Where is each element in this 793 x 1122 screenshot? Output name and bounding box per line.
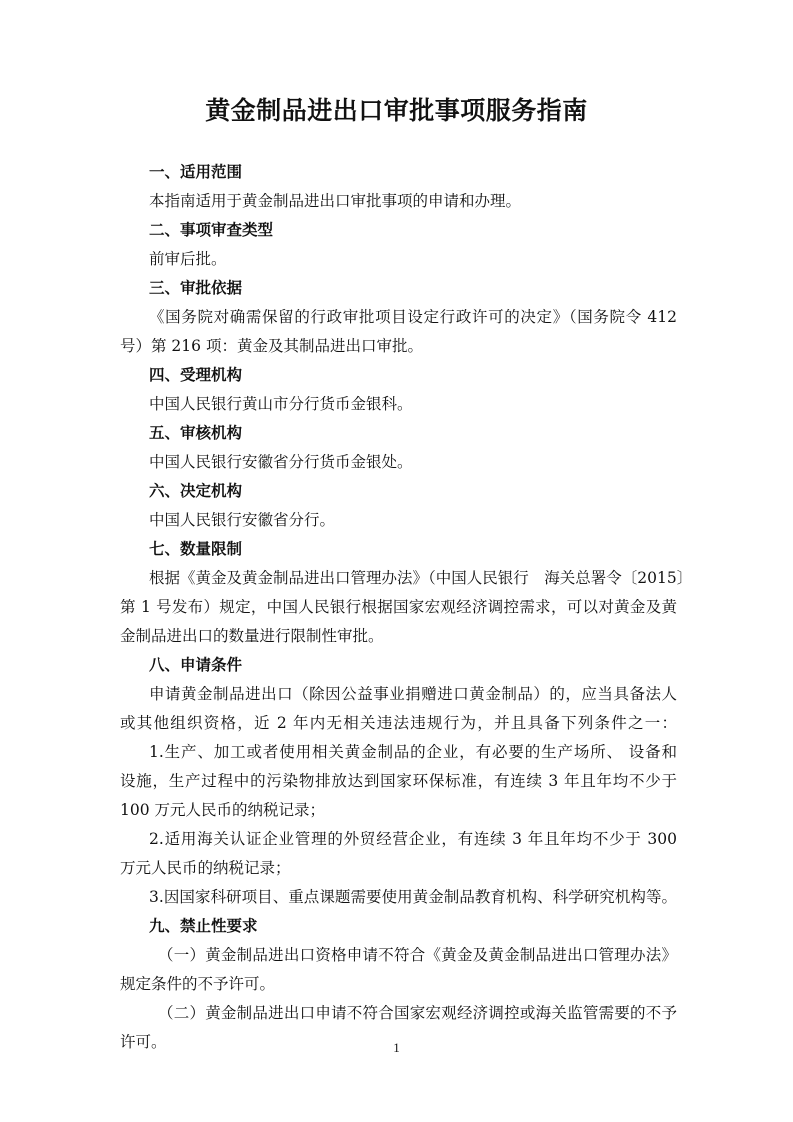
- body-text-line: 中国人民银行安徽省分行。: [149, 511, 336, 529]
- section-heading: 七、数量限制: [149, 540, 243, 558]
- body-text-line: 规定条件的不予许可。: [120, 975, 276, 993]
- body-text-line: 2.适用海关认证企业管理的外贸经营企业，有连续 3 年且年均不少于 300: [149, 830, 677, 848]
- page-number: 1: [393, 1040, 400, 1055]
- body-text-line: 申请黄金制品进出口（除因公益事业捐赠进口黄金制品）的，应当具备法人: [149, 685, 677, 703]
- body-text-line: 根据《黄金及黄金制品进出口管理办法》（中国人民银行 海关总署令〔2015〕: [149, 569, 693, 587]
- section-heading: 八、申请条件: [149, 656, 243, 674]
- body-text-line: 或其他组织资格，近 2 年内无相关违法违规行为，并且具备下列条件之一：: [120, 714, 677, 732]
- body-text-line: （二）黄金制品进出口申请不符合国家宏观经济调控或海关监管需要的不予: [158, 1004, 677, 1022]
- body-text-line: 许可。: [120, 1033, 167, 1051]
- body-text-line: 万元人民币的纳税记录；: [120, 859, 291, 877]
- document-body: [120, 158, 693, 1057]
- document-title: 黄金制品进出口审批事项服务指南: [205, 96, 588, 125]
- body-text-line: 3.因国家科研项目、重点课题需要使用黄金制品教育机构、科学研究机构等。: [149, 888, 677, 906]
- body-text-line: （一）黄金制品进出口资格申请不符合《黄金及黄金制品进出口管理办法》: [158, 946, 677, 964]
- body-text-line: 100 万元人民币的纳税记录；: [120, 801, 326, 819]
- section-heading: 四、受理机构: [149, 366, 243, 384]
- body-text-line: 金制品进出口的数量进行限制性审批。: [120, 627, 384, 645]
- body-text-line: 1.生产、加工或者使用相关黄金制品的企业，有必要的生产场所、 设备和: [149, 743, 677, 761]
- body-text-line: 号）第 216 项：黄金及其制品进出口审批。: [120, 337, 423, 355]
- body-text-line: 第 1 号发布）规定，中国人民银行根据国家宏观经济调控需求，可以对黄金及黄: [120, 598, 677, 616]
- section-heading: 六、决定机构: [149, 482, 243, 500]
- body-text-line: 《国务院对确需保留的行政审批项目设定行政许可的决定》（国务院令 412: [149, 308, 677, 326]
- section-heading: 一、适用范围: [149, 163, 243, 181]
- body-text-line: 设施，生产过程中的污染物排放达到国家环保标准，有连续 3 年且年均不少于: [120, 772, 677, 790]
- body-text-line: 中国人民银行黄山市分行货币金银科。: [149, 395, 413, 413]
- section-heading: 三、审批依据: [149, 279, 243, 297]
- section-heading: 九、禁止性要求: [149, 917, 258, 935]
- body-text-line: 中国人民银行安徽省分行货币金银处。: [149, 453, 413, 471]
- section-heading: 五、审核机构: [149, 424, 243, 442]
- section-heading: 二、事项审查类型: [149, 221, 274, 239]
- body-text-line: 前审后批。: [149, 250, 227, 268]
- body-text-line: 本指南适用于黄金制品进出口审批事项的申请和办理。: [149, 192, 522, 210]
